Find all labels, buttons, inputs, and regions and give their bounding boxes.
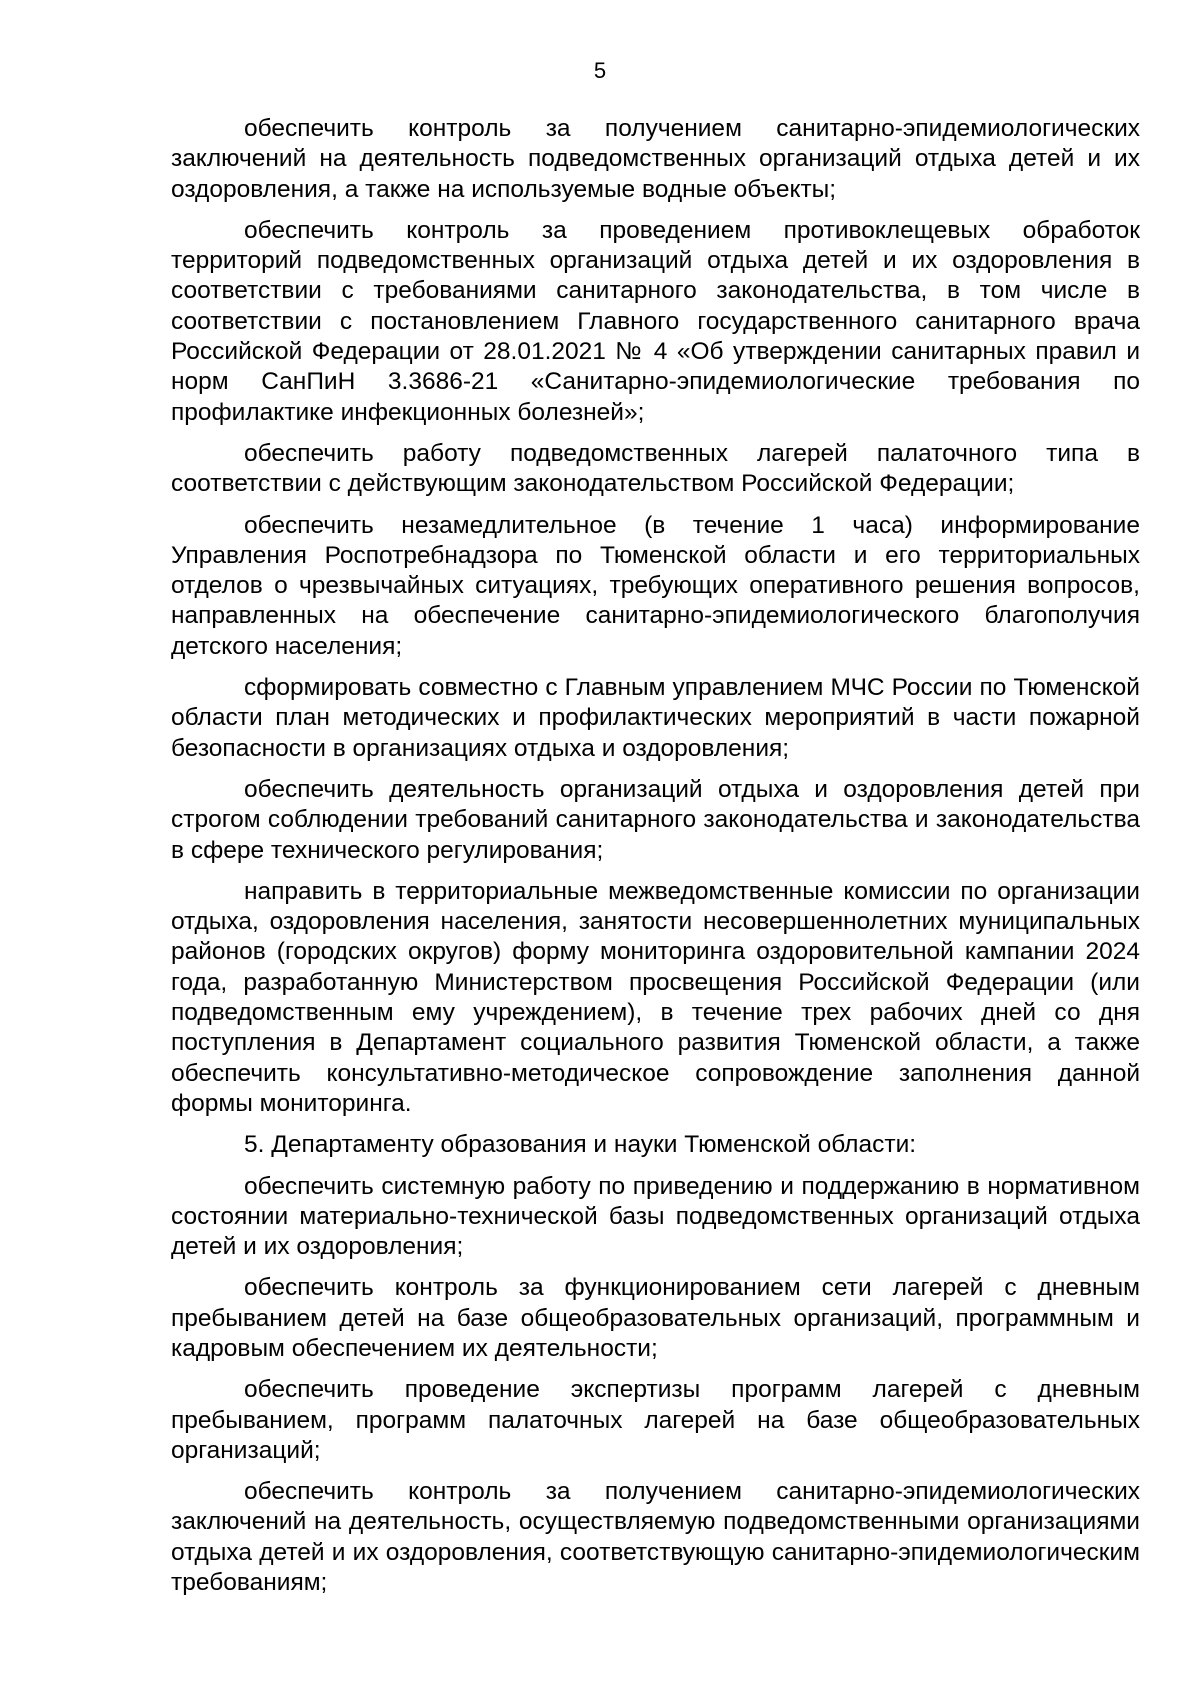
paragraph-sanitary-conclusions: обеспечить контроль за получением санитарно-эпидемиологических заключений на деятельность подведомственных организаций отдыха детей и их оздоровления, а также на используемые водные объекты; [171,115,1140,203]
paragraph-sanitary-compliance: обеспечить деятельность организаций отдыха и оздоровления детей при строгом соблюдении требований санитарного законодательства и законодательства в сфере технического регулирования; [171,775,1140,864]
page-number: 5 [593,58,607,83]
paragraph-material-base: обеспечить системную работу по приведению и поддержанию в нормативном состоянии материально-технической базы подведомственных организаций отдыха детей и их оздоровления; [171,1172,1140,1261]
paragraph-emergency-notification: обеспечить незамедлительное (в течение 1 часа) информирование Управления Роспотребнадзора по Тюменской области и его территориальных отделов о чрезвычайных ситуациях, требующих оперативного решения вопросов, направленных на обеспечение санитарно-эпидемиологического благополучия детского населения; [171,511,1140,660]
paragraph-tick-treatment: обеспечить контроль за проведением противоклещевых обработок территорий подведомственных организаций отдыха детей и их оздоровления в соответствии с требованиями санитарного законодательства, в том числе в соответствии с постановлением Главного государственного санитарного врача Российской Федерации от 28.01.2021 № 4 «Об утверждении санитарных правил и норм СанПиН 3.3686-21 «Санитарно-эпидемиологические требования по профилактике инфекционных болезней»; [171,216,1140,426]
paragraph-sanitary-conclusions-education: обеспечить контроль за получением санитарно-эпидемиологических заключений на деятельность, осуществляемую подведомственными организациями отдыха детей и их оздоровления, соответствующую санитарно-эпидемиологическим требованиям; [171,1478,1140,1597]
paragraph-monitoring-form: направить в территориальные межведомственные комиссии по организации отдыха, оздоровления населения, занятости несовершеннолетних муниципальных районов (городских округов) форму мониторинга оздоровительной кампании 2024 года, разработанную Министерством просвещения Российской Федерации (или подведомственным ему учреждением), в течение трех рабочих дней со дня поступления в Департамент социального развития Тюменской области, а также обеспечить консультативно-методическое сопровождение заполнения данной формы мониторинга. [171,877,1140,1117]
paragraph-program-expertise: обеспечить проведение экспертизы программ лагерей с дневным пребыванием, программ палаточных лагерей на базе общеобразовательных организаций; [171,1376,1140,1464]
paragraph-fire-safety-plan: сформировать совместно с Главным управлением МЧС России по Тюменской области план методических и профилактических мероприятий в части пожарной безопасности в организациях отдыха и оздоровления; [171,674,1140,762]
paragraph-tent-camps: обеспечить работу подведомственных лагерей палаточного типа в соответствии с действующим законодательством Российской Федерации; [171,439,1140,498]
document-body [171,114,1140,1609]
section-heading-education-department: 5. Департаменту образования и науки Тюменской области: [244,1131,917,1159]
paragraph-day-camps-control: обеспечить контроль за функционированием сети лагерей с дневным пребыванием детей на базе общеобразовательных организаций, программным и кадровым обеспечением их деятельности; [171,1274,1140,1362]
